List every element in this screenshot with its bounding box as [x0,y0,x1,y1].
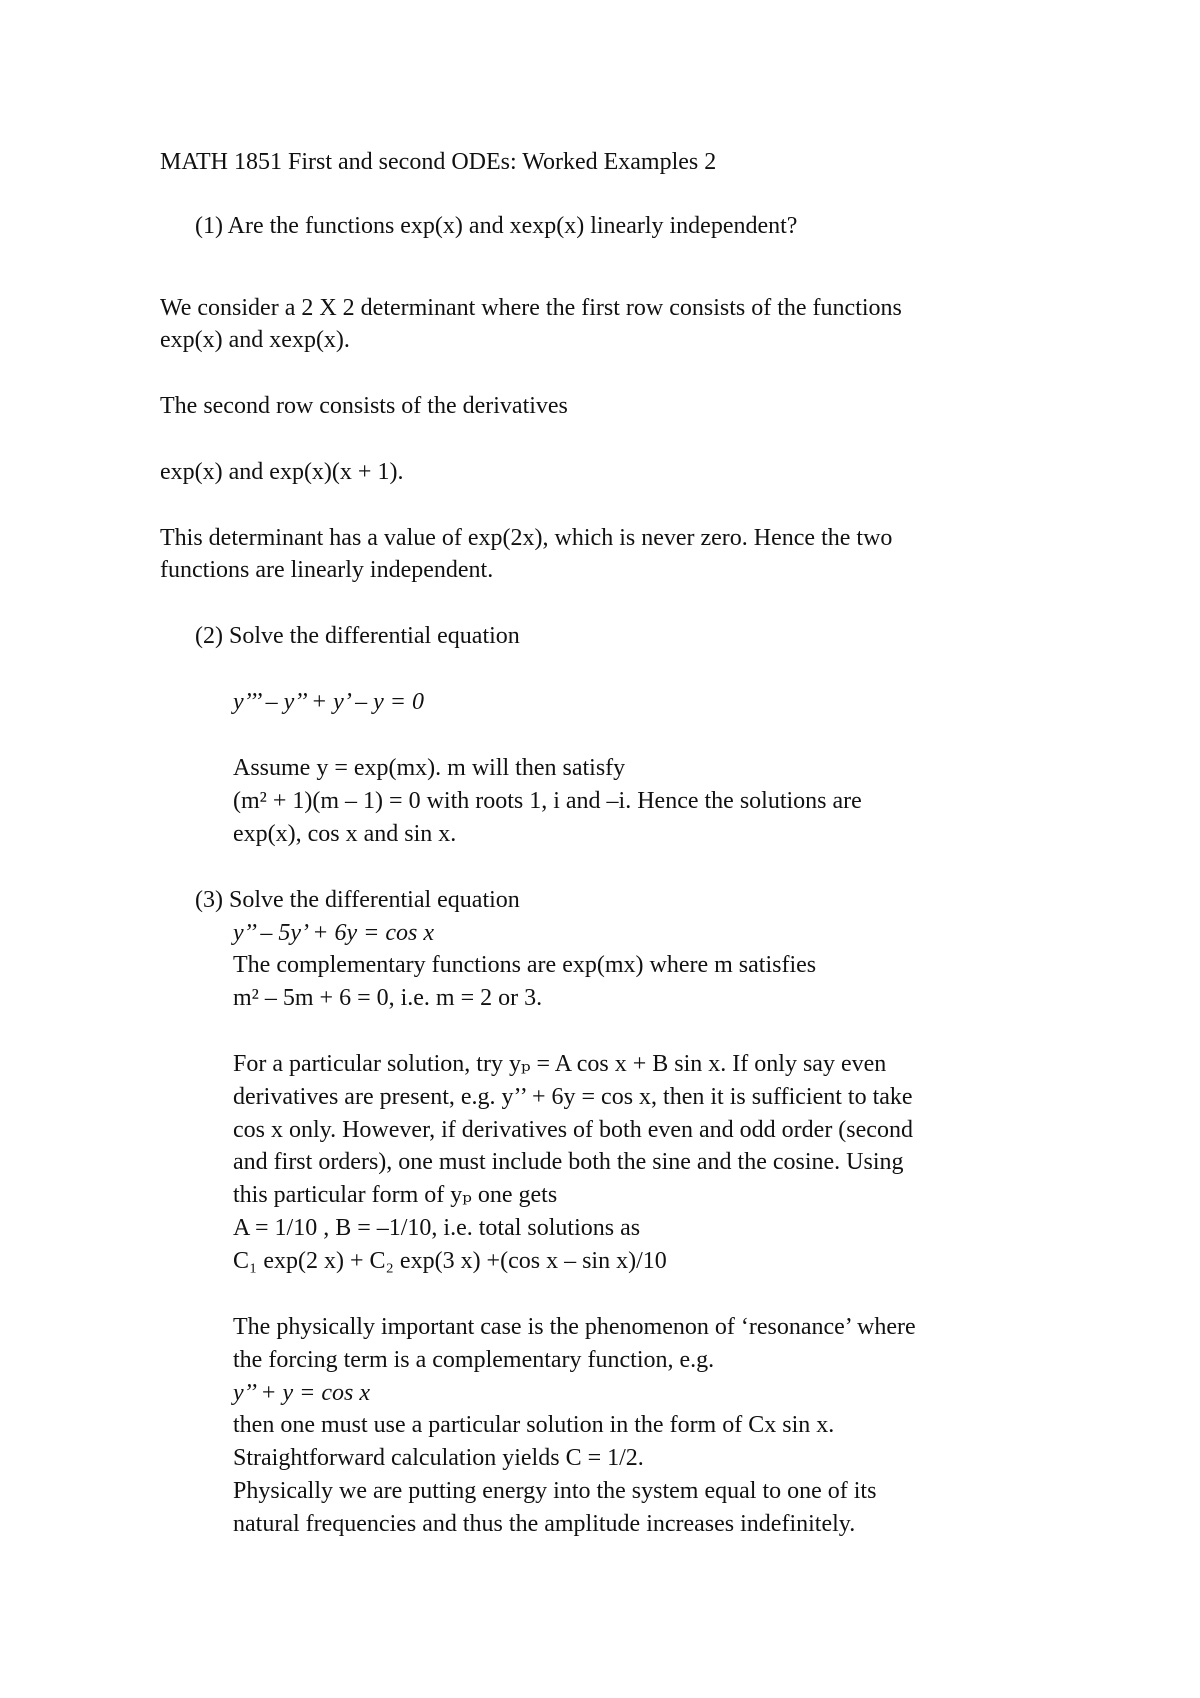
q3-paragraph-1-line: this particular form of yₚ one gets [233,1182,558,1208]
q2-line-3: exp(x), cos x and sin x. [233,821,457,847]
q1-paragraph-3: exp(x) and exp(x)(x + 1). [160,459,404,485]
q3-equation: y’’ – 5y’ + 6y = cos x [233,920,434,946]
question-3: (3) Solve the differential equation [195,887,520,913]
q2-line-2: (m² + 1)(m – 1) = 0 with roots 1, i and –i. Hence the solutions are [233,788,862,814]
q3-paragraph-1-line: C₁ exp(2 x) + C₂ exp(3 x) +(cos x – sin x)/10 [233,1248,667,1274]
q3-paragraph-2-line: The physically important case is the phenomenon of ‘resonance’ where [233,1314,916,1340]
q3-paragraph-2-line: Straightforward calculation yields C = 1/2. [233,1445,644,1471]
q3-paragraph-2-line: the forcing term is a complementary function, e.g. [233,1347,715,1373]
q1-paragraph-4-line-1: This determinant has a value of exp(2x), which is never zero. Hence the two [160,525,893,551]
q3-paragraph-2-line: y’’ + y = cos x [233,1380,371,1406]
q3-paragraph-1-line: A = 1/10 , B = –1/10, i.e. total solutions as [233,1215,641,1241]
q1-paragraph-4-line-2: functions are linearly independent. [160,557,494,583]
q3-line-2: m² – 5m + 6 = 0, i.e. m = 2 or 3. [233,985,543,1011]
q3-paragraph-2-line: Physically we are putting energy into the system equal to one of its [233,1478,877,1504]
page-title: MATH 1851 First and second ODEs: Worked Examples 2 [160,149,717,175]
q3-line-1: The complementary functions are exp(mx) where m satisfies [233,952,817,978]
q2-equation: y’’’ – y’’ + y’ – y = 0 [233,689,424,715]
q3-paragraph-1-line: and first orders), one must include both the sine and the cosine. Using [233,1149,904,1175]
q1-paragraph-1-line-2: exp(x) and xexp(x). [160,327,350,353]
q3-paragraph-1-line: derivatives are present, e.g. y’’ + 6y = cos x, then it is sufficient to take [233,1084,913,1110]
q3-paragraph-2-line: then one must use a particular solution in the form of Cx sin x. [233,1412,835,1438]
q3-paragraph-1-line: For a particular solution, try yₚ = A cos x + B sin x. If only say even [233,1051,887,1077]
question-1: (1) Are the functions exp(x) and xexp(x) linearly independent? [195,213,798,239]
q1-paragraph-1-line-1: We consider a 2 X 2 determinant where the first row consists of the functions [160,295,902,321]
q2-line-1: Assume y = exp(mx). m will then satisfy [233,755,626,781]
question-2: (2) Solve the differential equation [195,623,520,649]
q1-paragraph-2: The second row consists of the derivatives [160,393,568,419]
q3-paragraph-1-line: cos x only. However, if derivatives of both even and odd order (second [233,1117,913,1143]
q3-paragraph-2-line: natural frequencies and thus the amplitude increases indefinitely. [233,1511,856,1537]
